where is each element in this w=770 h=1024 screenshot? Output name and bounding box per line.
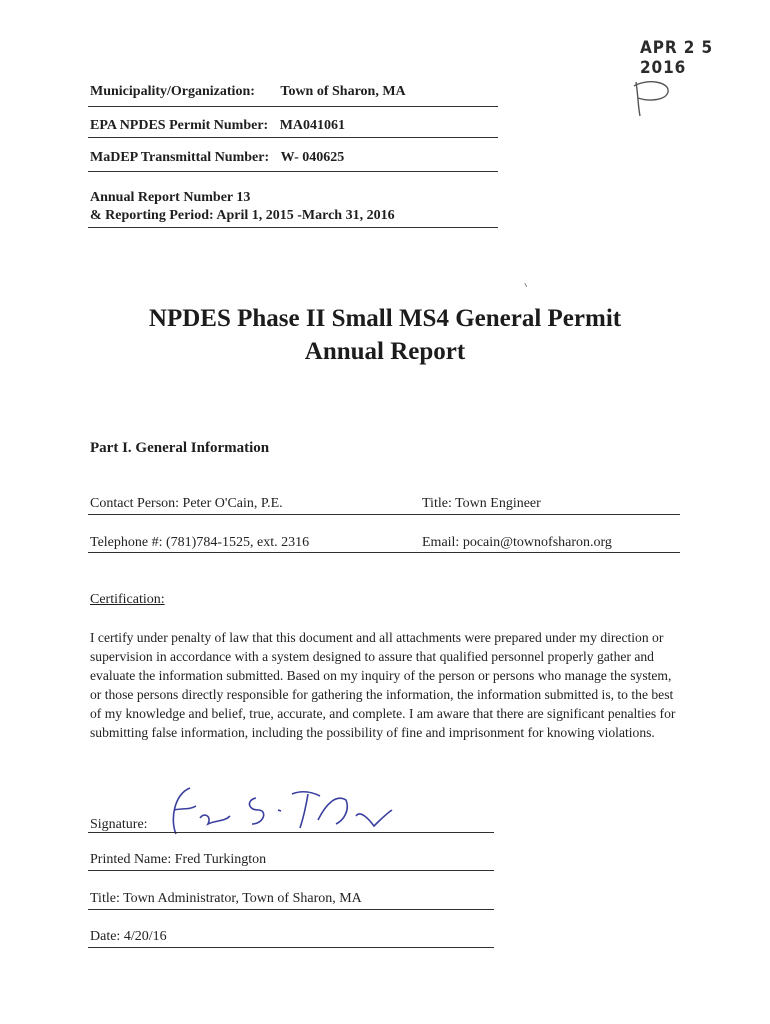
telephone: Telephone #: (781)784-1525, ext. 2316 — [90, 535, 310, 550]
municipality-row — [90, 84, 406, 100]
scan-speck — [524, 281, 530, 287]
title-line-1: NPDES Phase II Small MS4 General Permit — [148, 305, 622, 332]
municipality-value: Town of Sharon, MA — [280, 84, 406, 99]
received-date-stamp: APR 2 5 2016 — [640, 38, 714, 78]
field-underline — [88, 870, 494, 871]
signer-title: Title: Town Administrator, Town of Sharon, MA — [90, 891, 362, 906]
printed-name: Printed Name: Fred Turkington — [90, 852, 267, 867]
permit-value: MA041061 — [279, 118, 346, 133]
header-divider — [88, 227, 498, 228]
field-underline — [88, 909, 494, 910]
field-underline — [88, 947, 494, 948]
contact-person: Contact Person: Peter O'Cain, P.E. — [90, 496, 283, 511]
field-underline — [88, 552, 680, 553]
reporting-period: & Reporting Period: April 1, 2015 -March 31, 2016 — [90, 208, 395, 223]
header-divider — [88, 106, 498, 107]
permit-row — [90, 118, 345, 134]
signature-line — [88, 832, 494, 833]
part-heading: Part I. General Information — [90, 440, 270, 456]
certification-statement: I certify under penalty of law that this document and all attachments were prepared under my direction or supervision in accordance with a system designed to assure that qualified personnel properly gather and evaluate the information submitted. Based on my inquiry of the person or persons who manage the system, or those persons directly responsible for gathering the information, the information submitted is, to the best of my knowledge and belief, true, accurate, and complete. I am aware that there are significant penalties for submitting false information, including the possibility of fine and imprisonment for knowing violations. — [90, 630, 676, 740]
transmittal-value: W- 040625 — [280, 150, 345, 165]
transmittal-row — [90, 150, 344, 166]
certification-heading: Certification: — [90, 592, 165, 607]
email: Email: pocain@townofsharon.org — [422, 535, 612, 550]
header-divider — [88, 137, 498, 138]
header-divider — [88, 171, 498, 172]
title-line-2: Annual Report — [304, 338, 466, 365]
field-underline — [88, 514, 680, 515]
transmittal-label: MaDEP Transmittal Number: — [90, 150, 270, 165]
contact-title: Title: Town Engineer — [422, 496, 541, 511]
signed-date: Date: 4/20/16 — [90, 929, 167, 944]
report-number: Annual Report Number 13 — [90, 190, 251, 205]
handwritten-p-mark — [628, 78, 674, 118]
handwritten-signature — [160, 780, 420, 840]
signature-label: Signature: — [90, 817, 148, 832]
permit-label: EPA NPDES Permit Number: — [90, 118, 269, 133]
municipality-label: Municipality/Organization: — [90, 84, 255, 99]
report-title — [0, 302, 770, 368]
